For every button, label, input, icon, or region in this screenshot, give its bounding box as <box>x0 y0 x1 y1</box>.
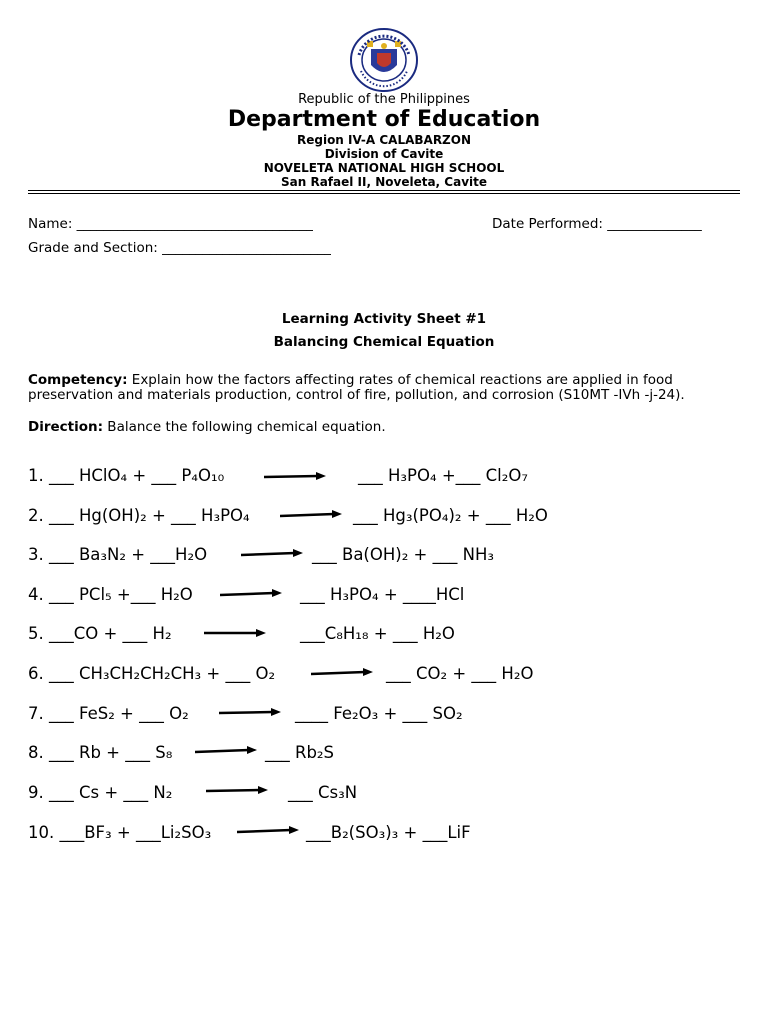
equation-6-reactants: 6. ___ CH₃CH₂CH₂CH₃ + ___ O₂ <box>28 664 276 683</box>
region-line: Region IV-A CALABARZON <box>296 133 472 147</box>
reaction-arrow-icon <box>220 589 282 599</box>
equation-4-products: ___ H₃PO₄ + ____HCl <box>300 585 465 604</box>
division-line: Division of Cavite <box>324 147 444 161</box>
activity-title: Learning Activity Sheet #1 <box>281 311 487 327</box>
deped-seal-logo <box>349 27 419 93</box>
date-performed-field[interactable]: Date Performed: ______________ <box>492 216 702 232</box>
header-divider-top <box>28 190 740 191</box>
header-divider-bottom <box>28 193 740 194</box>
equation-7-reactants: 7. ___ FeS₂ + ___ O₂ <box>28 704 189 723</box>
republic-heading: Republic of the Philippines <box>298 92 470 107</box>
reaction-arrow-icon <box>280 510 342 520</box>
activity-subtitle: Balancing Chemical Equation <box>273 334 495 350</box>
equation-1-reactants: 1. ___ HClO₄ + ___ P₄O₁₀ <box>28 466 225 485</box>
grade-section-field[interactable]: Grade and Section: _________________________ <box>28 240 331 256</box>
equation-2-products: ___ Hg₃(PO₄)₂ + ___ H₂O <box>353 506 548 525</box>
reaction-arrow-icon <box>219 707 281 717</box>
direction-paragraph <box>28 420 740 435</box>
equation-8-products: ___ Rb₂S <box>265 743 335 762</box>
reaction-arrow-icon <box>206 786 268 796</box>
reaction-arrow-icon <box>204 628 266 638</box>
name-field[interactable]: Name: ___________________________________ <box>28 216 313 232</box>
competency-text: Explain how the factors affecting rates of chemical reactions are applied in food preservation and materials production, control of fire, pollution, and corrosion (S10MT -IVh -j-24). <box>28 372 685 403</box>
reaction-arrow-icon <box>264 472 326 482</box>
reaction-arrow-icon <box>311 668 373 678</box>
equation-9-reactants: 9. ___ Cs + ___ N₂ <box>28 783 173 802</box>
equation-10-products: ___B₂(SO₃)₃ + ___LiF <box>306 823 471 842</box>
equation-6-products: ___ CO₂ + ___ H₂O <box>386 664 534 683</box>
department-title: Department of Education <box>227 107 541 132</box>
competency-label: Competency: <box>28 372 128 388</box>
equation-10-reactants: 10. ___BF₃ + ___Li₂SO₃ <box>28 823 212 842</box>
equation-9-products: ___ Cs₃N <box>288 783 358 802</box>
equation-3-reactants: 3. ___ Ba₃N₂ + ___H₂O <box>28 545 208 564</box>
reaction-arrow-icon <box>241 549 303 559</box>
address-line: San Rafael II, Noveleta, Cavite <box>281 175 487 189</box>
equation-2-reactants: 2. ___ Hg(OH)₂ + ___ H₃PO₄ <box>28 506 250 525</box>
reaction-arrow-icon <box>237 826 299 836</box>
equation-8-reactants: 8. ___ Rb + ___ S₈ <box>28 743 173 762</box>
equation-5-reactants: 5. ___CO + ___ H₂ <box>28 624 172 643</box>
competency-paragraph <box>28 373 740 403</box>
equation-4-reactants: 4. ___ PCl₅ +___ H₂O <box>28 585 193 604</box>
equation-5-products: ___C₈H₁₈ + ___ H₂O <box>300 624 455 643</box>
reaction-arrow-icon <box>195 746 257 756</box>
equation-3-products: ___ Ba(OH)₂ + ___ NH₃ <box>312 545 494 564</box>
school-line: NOVELETA NATIONAL HIGH SCHOOL <box>263 161 505 175</box>
direction-label: Direction: <box>28 419 104 435</box>
equation-1-products: ___ H₃PO₄ +___ Cl₂O₇ <box>358 466 528 485</box>
equation-7-products: ____ Fe₂O₃ + ___ SO₂ <box>295 704 463 723</box>
direction-text: Balance the following chemical equation. <box>103 419 386 435</box>
